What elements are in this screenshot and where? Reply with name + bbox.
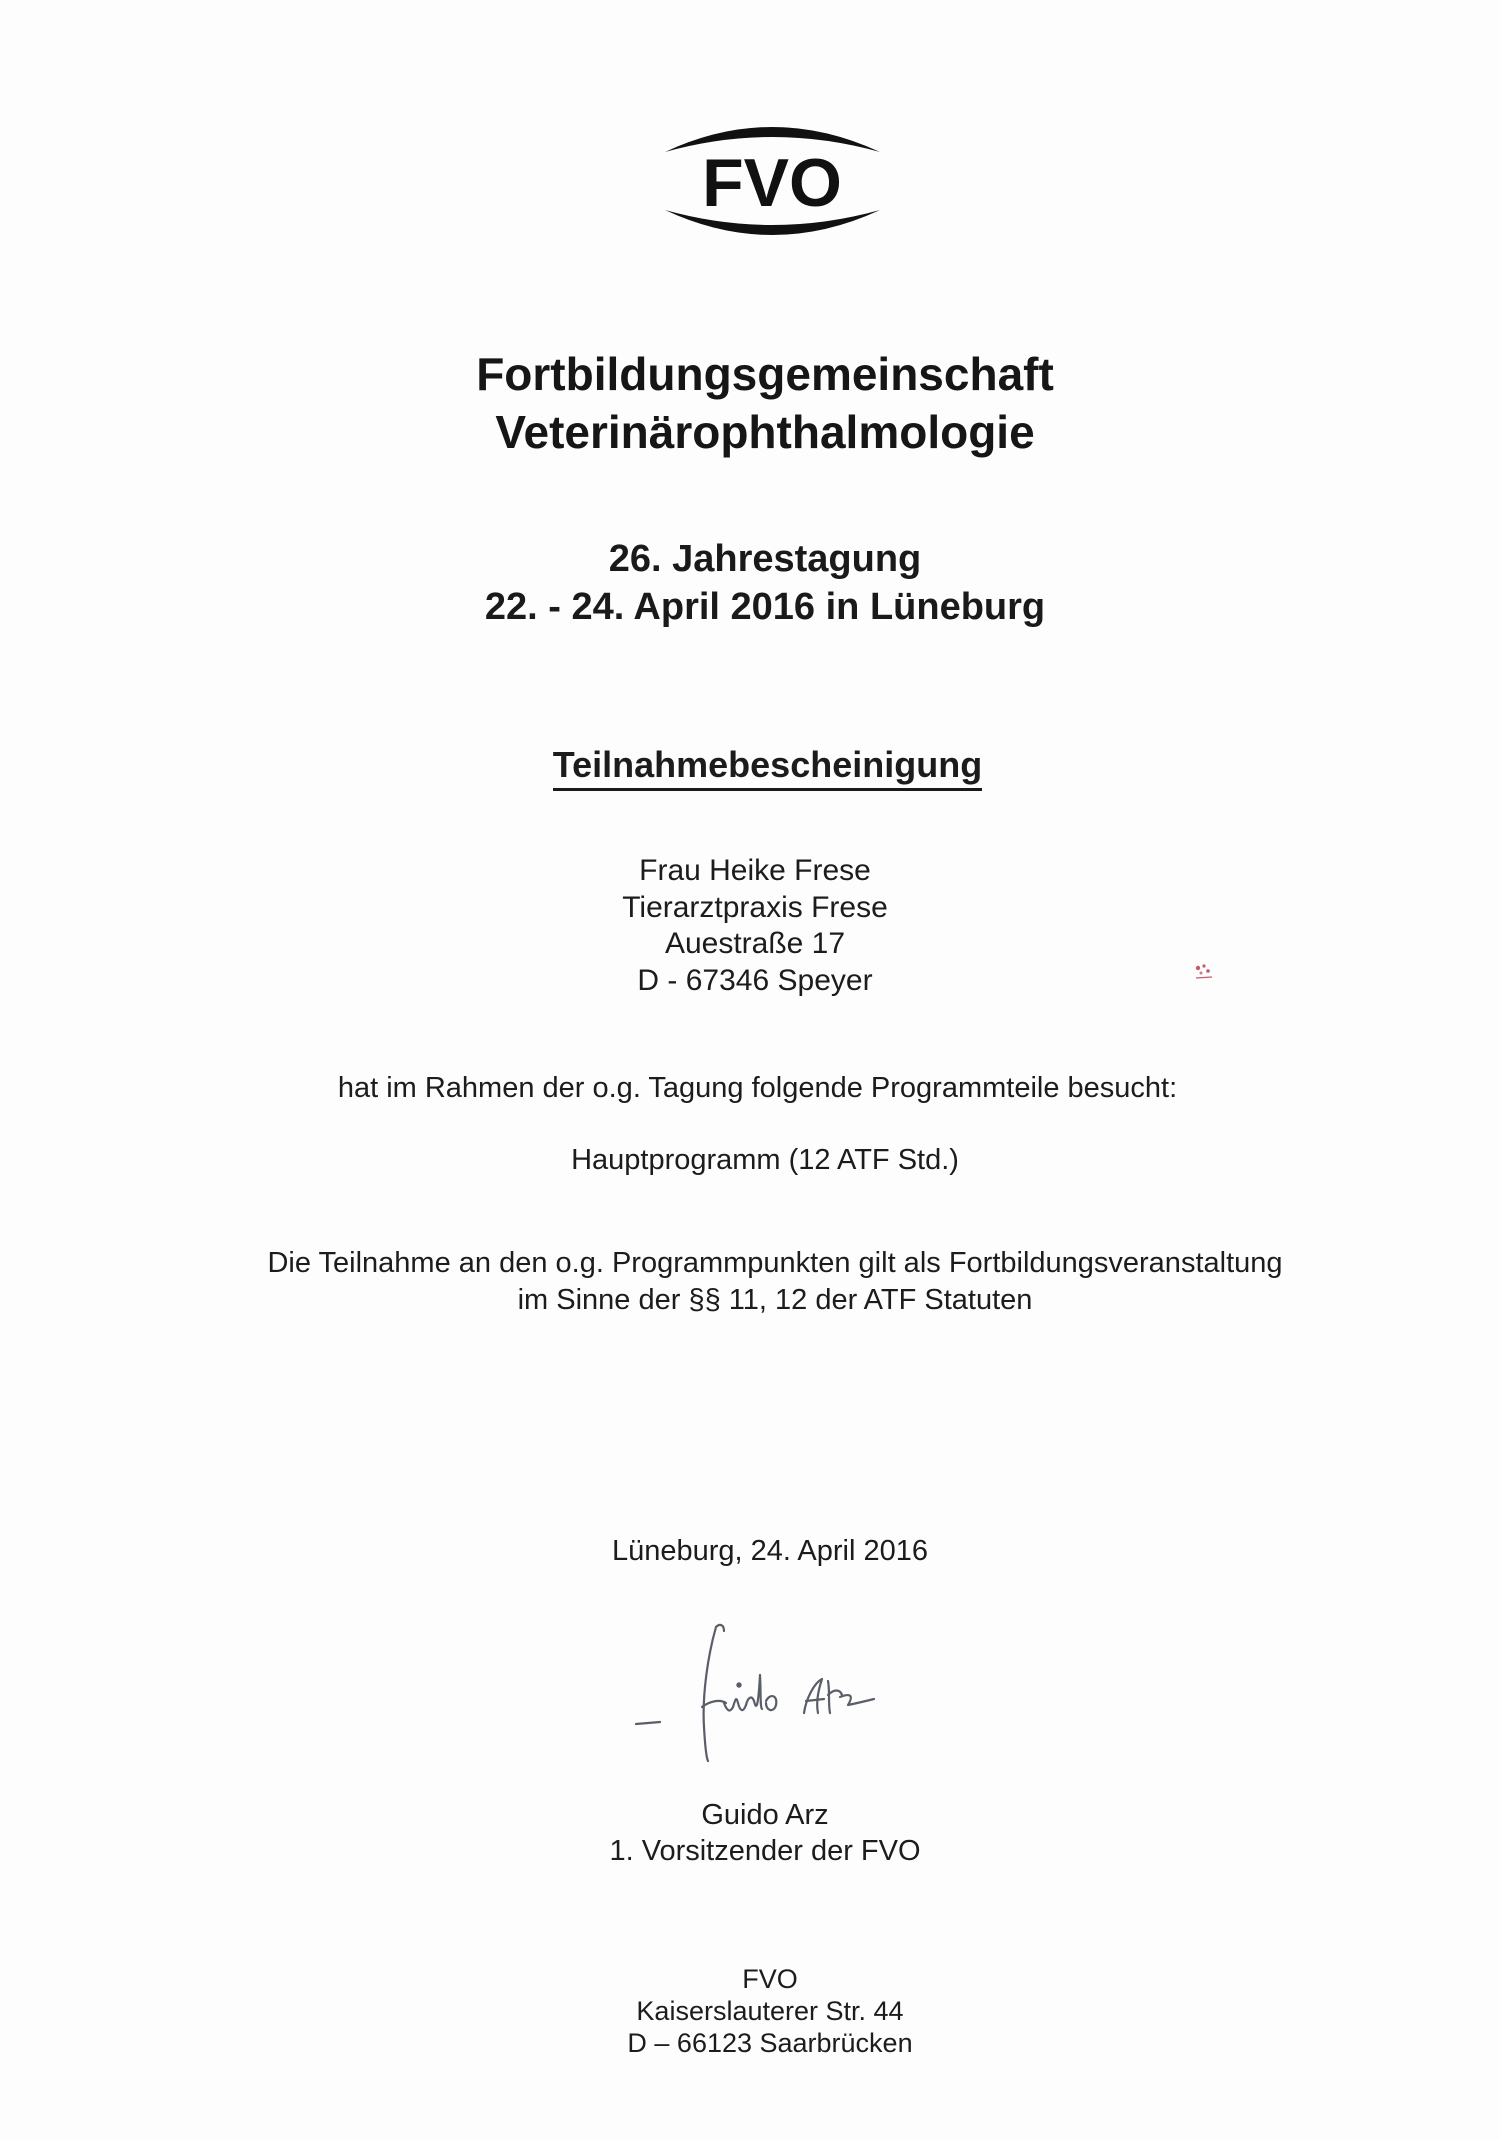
signer-role: 1. Vorsitzender der FVO	[609, 1835, 921, 1867]
recipient-name: Frau Heike Frese	[639, 854, 871, 887]
organization-title	[0, 345, 1500, 461]
note-line-1: Die Teilnahme an den o.g. Programmpunkten gilt als Fortbildungsveranstaltung	[267, 1247, 1283, 1279]
footer-street: Kaiserslauterer Str. 44	[636, 1996, 904, 2026]
logo-text: FVO	[702, 145, 842, 221]
footer-address	[0, 1963, 1500, 2059]
organization-line-1: Fortbildungsgemeinschaft	[476, 348, 1054, 400]
organization-line-2: Veterinärophthalmologie	[495, 406, 1035, 458]
conference-info	[0, 535, 1500, 631]
stamp-speck-icon	[1190, 960, 1218, 982]
footer-city: D – 66123 Saarbrücken	[627, 2028, 913, 2058]
signer-name: Guido Arz	[701, 1799, 829, 1831]
conference-edition: 26. Jahrestagung	[608, 538, 922, 580]
place-date	[0, 1533, 1500, 1569]
attendance-text: hat im Rahmen der o.g. Tagung folgende Programmteile besucht:	[337, 1072, 1178, 1104]
certificate-title: Teilnahmebescheinigung	[553, 742, 982, 791]
signer-block	[0, 1797, 1500, 1869]
place-date-text: Lüneburg, 24. April 2016	[611, 1535, 929, 1567]
recipient-address	[0, 853, 1500, 999]
program-attended	[0, 1142, 1500, 1178]
handwritten-signature-icon	[628, 1615, 908, 1765]
recipient-street: Auestraße 17	[664, 927, 846, 960]
recipient-practice: Tierarztpraxis Frese	[622, 890, 888, 924]
certificate-title-block	[0, 742, 1500, 791]
fvo-logo-icon	[655, 110, 890, 245]
program-text: Hauptprogramm (12 ATF Std.)	[571, 1144, 959, 1176]
attendance-statement	[0, 1070, 1500, 1106]
recognition-note	[0, 1245, 1500, 1319]
note-line-2: im Sinne der §§ 11, 12 der ATF Statuten	[517, 1284, 1033, 1316]
footer-org: FVO	[742, 1964, 798, 1994]
recipient-city: D - 67346 Speyer	[637, 963, 873, 997]
conference-dates: 22. - 24. April 2016 in Lüneburg	[484, 586, 1046, 628]
